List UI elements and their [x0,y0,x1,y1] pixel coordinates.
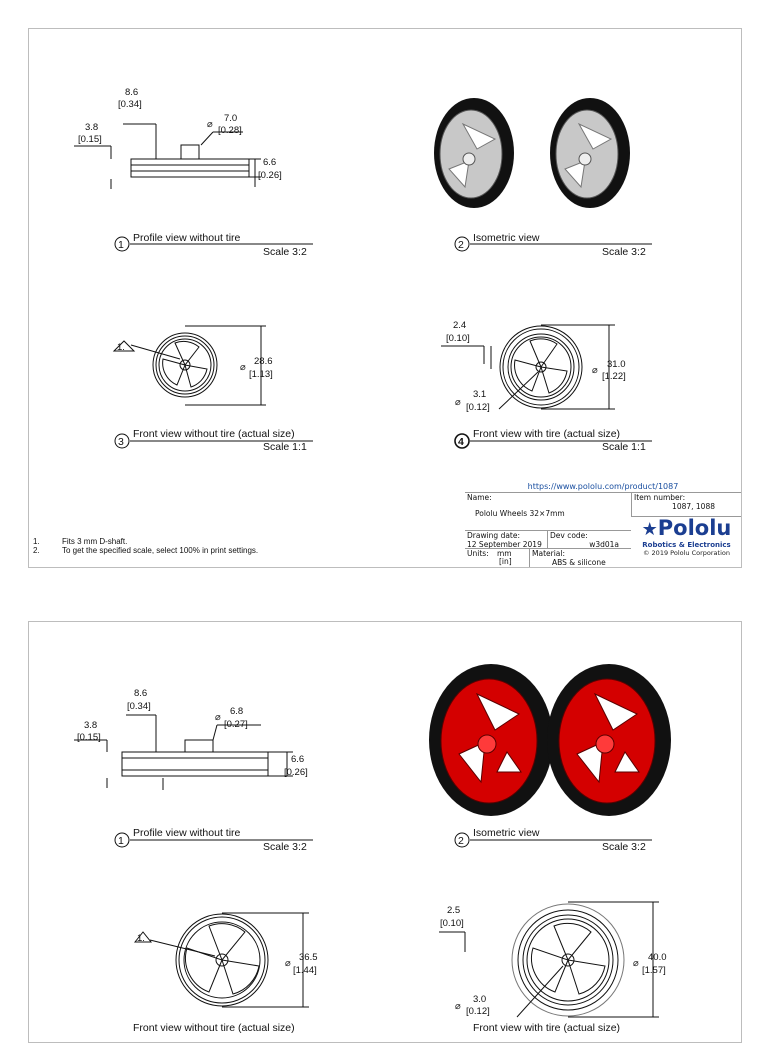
tire-hub-dia-symbol: ⌀ [455,397,461,408]
iso2-caption: Isometric view [473,827,540,839]
tire2-d1-in: [0.10] [440,918,464,929]
profile2-h-in: [0.26] [284,767,308,778]
profile2-num: 1 [118,835,124,847]
tire2-dia-symbol: ⌀ [633,958,639,969]
tire-d1-in: [0.10] [446,333,470,344]
item-label: Item number: [634,493,686,502]
profile-num: 1 [118,239,124,251]
note-2-marker: 2. [33,546,40,555]
units-label: Units: [467,549,489,558]
profile2-d2-in: [0.15] [77,732,101,743]
tire2-dia-in: [1.57] [642,965,666,976]
front2-note-marker: 1. [137,933,145,944]
iso-caption: Isometric view [473,232,540,244]
tire-d1: 2.4 [453,320,467,331]
profile-scale: Scale 3:2 [263,246,307,258]
star-icon: ★ [641,519,658,540]
front2-caption: Front view without tire (actual size) [133,1022,295,1034]
profile2-d1-in: [0.34] [127,701,151,712]
iso2-num: 2 [458,835,464,847]
tire2-hub-in: [0.12] [466,1006,490,1017]
pololu-logo [632,517,741,555]
front-caption: Front view without tire (actual size) [133,428,295,440]
profile-d2-in: [0.15] [78,134,102,145]
title-block [465,482,741,567]
units-value: mm [497,549,512,558]
product-url-link[interactable]: https://www.pololu.com/product/1087 [527,482,679,491]
front2-dia-symbol: ⌀ [285,958,291,969]
tire-dia-in: [1.22] [602,371,626,382]
sheet-2-drawing [29,622,741,1034]
profile-d1-in: [0.34] [118,99,142,110]
profile-dia-symbol: ⌀ [207,119,213,130]
units-cell [465,548,529,567]
dev-cell [547,530,631,548]
profile2-scale: Scale 3:2 [263,841,307,853]
isometric-red-wheel-right [547,664,671,816]
profile-d2: 3.8 [85,122,99,133]
front2-dia-in: [1.44] [293,965,317,976]
isometric-wheel-left [434,98,514,208]
tire2-caption: Front view with tire (actual size) [473,1022,621,1034]
iso2-scale: Scale 3:2 [602,841,646,853]
drawing-sheet-1 [28,28,742,568]
tire2-d1: 2.5 [447,905,461,916]
front-dia-in: [1.13] [249,369,273,380]
name-value: Pololu Wheels 32×7mm [475,509,565,518]
date-value: 12 September 2019 [467,540,542,549]
tire2-dia: 40.0 [648,952,667,963]
tire2-hub-dia-symbol: ⌀ [455,1001,461,1012]
isometric-red-wheel-left [429,664,553,816]
tire-num: 4 [458,436,464,448]
iso-scale: Scale 3:2 [602,246,646,258]
profile-dia: 7.0 [224,113,238,124]
units-in-value: [in] [499,557,512,566]
brand-name [632,517,741,541]
profile2-dia-in: [0.27] [224,719,248,730]
date-label: Drawing date: [467,531,521,540]
dev-value: w3d01a [589,540,619,549]
profile2-h: 6.6 [291,754,305,765]
item-value: 1087, 1088 [672,502,715,511]
brand-subtitle: Robotics & Electronics [642,541,731,549]
name-label: Name: [467,493,492,502]
front-note-marker: 1. [117,342,125,353]
profile2-caption: Profile view without tire [133,827,241,839]
profile-h-in: [0.26] [258,170,282,181]
material-cell [529,548,631,567]
dev-label: Dev code: [550,531,588,540]
tire-hub: 3.1 [473,389,487,400]
tire-dia-symbol: ⌀ [592,365,598,376]
profile2-dia-symbol: ⌀ [215,712,221,723]
isometric-wheel-right [550,98,630,208]
drawing-sheet-2 [28,621,742,1043]
material-value: ABS & silicone [552,558,606,567]
copyright: © 2019 Pololu Corporation [642,549,730,557]
profile-h: 6.6 [263,157,277,168]
profile-view-2 [74,715,293,790]
front-view-with-tire-2 [439,902,659,1017]
front2-dia: 36.5 [299,952,318,963]
front-dia-symbol: ⌀ [240,362,246,373]
front-num: 3 [118,436,124,448]
name-cell [465,492,631,530]
profile2-d1: 8.6 [134,688,148,699]
profile2-dia: 6.8 [230,706,244,717]
tire-dia: 31.0 [607,359,626,370]
tire-caption: Front view with tire (actual size) [473,428,621,440]
tire2-hub: 3.0 [473,994,487,1005]
profile2-d2: 3.8 [84,720,98,731]
tire-hub-in: [0.12] [466,402,490,413]
front-scale: Scale 1:1 [263,441,307,453]
profile-dia-in: [0.28] [218,125,242,136]
brand-wordmark: Pololu [657,516,732,540]
iso-num: 2 [458,239,464,251]
note-1-text: Fits 3 mm D-shaft. [62,537,128,546]
front-dia: 28.6 [254,356,273,367]
tire-scale: Scale 1:1 [602,441,646,453]
profile-caption: Profile view without tire [133,232,241,244]
note-2-text: To get the specified scale, select 100% in print settings. [62,546,259,555]
note-1-marker: 1. [33,537,40,546]
material-label: Material: [532,549,565,558]
date-cell [465,530,547,548]
item-cell [631,492,741,516]
front-view-no-tire-2 [135,913,309,1007]
profile-d1: 8.6 [125,87,139,98]
